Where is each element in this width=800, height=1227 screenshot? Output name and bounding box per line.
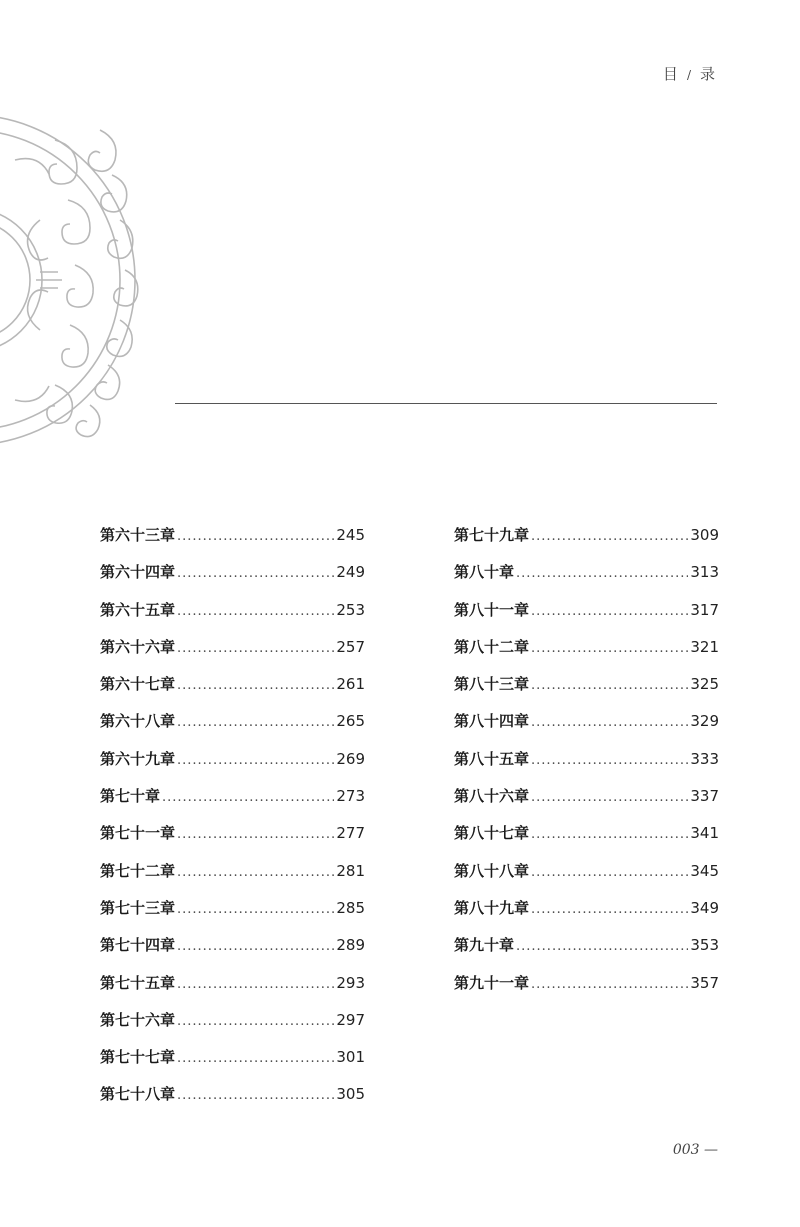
toc-entry[interactable] <box>100 972 365 1009</box>
toc-entry-page: 313 <box>690 563 719 582</box>
toc-entry-title: 第六十三章 <box>100 526 176 544</box>
toc-entry[interactable] <box>454 561 719 598</box>
page-number-dash: — <box>704 1142 718 1158</box>
toc-leader-dots <box>177 1051 334 1066</box>
toc-entry-title: 第八十七章 <box>454 824 530 843</box>
toc-entry-title: 第九十章 <box>454 936 515 955</box>
toc-entry-title: 第八十章 <box>454 563 515 582</box>
toc-entry[interactable] <box>454 599 719 636</box>
toc-leader-dots <box>177 566 334 581</box>
toc-entry-page: 345 <box>690 861 719 880</box>
toc-entry-page: 245 <box>336 526 365 544</box>
toc-entry-title: 第七十一章 <box>100 824 176 843</box>
toc-entry[interactable] <box>454 748 719 785</box>
toc-entry-title: 第八十一章 <box>454 600 530 619</box>
toc-leader-dots <box>516 566 688 581</box>
toc-entry-page: 293 <box>336 973 365 992</box>
toc-entry[interactable] <box>454 860 719 897</box>
toc-entry-title: 第八十八章 <box>454 861 530 880</box>
toc-column-right <box>454 524 719 1009</box>
toc-entry[interactable] <box>100 636 365 673</box>
toc-entry[interactable] <box>100 673 365 710</box>
toc-leader-dots <box>531 865 688 880</box>
toc-entry[interactable] <box>100 599 365 636</box>
toc-leader-dots <box>531 529 688 544</box>
running-head-separator: / <box>686 68 692 82</box>
toc-entry[interactable] <box>100 710 365 747</box>
toc-entry-title: 第八十五章 <box>454 749 530 768</box>
toc-entry-title: 第七十五章 <box>100 973 176 992</box>
toc-entry-page: 281 <box>336 861 365 880</box>
toc-entry-page: 273 <box>336 787 365 806</box>
toc-entry-page: 309 <box>690 526 719 544</box>
toc-entry-title: 第六十五章 <box>100 600 176 619</box>
toc-entry-title: 第六十六章 <box>100 637 176 656</box>
toc-leader-dots <box>177 1014 334 1029</box>
toc-leader-dots <box>531 827 688 842</box>
toc-entry[interactable] <box>454 524 719 561</box>
toc-leader-dots <box>531 678 688 693</box>
toc-entry-page: 337 <box>690 787 719 806</box>
toc-entry-page: 297 <box>336 1010 365 1029</box>
toc-entry-page: 333 <box>690 749 719 768</box>
toc-entry-page: 253 <box>336 600 365 619</box>
toc-leader-dots <box>531 715 688 730</box>
header-divider <box>175 403 717 404</box>
toc-entry[interactable] <box>454 897 719 934</box>
toc-entry-page: 305 <box>336 1085 365 1104</box>
toc-entry-page: 289 <box>336 936 365 955</box>
toc-entry-page: 301 <box>336 1048 365 1067</box>
toc-entry-page: 357 <box>690 973 719 992</box>
toc-leader-dots <box>531 641 688 656</box>
toc-entry-title: 第七十八章 <box>100 1085 176 1104</box>
toc-leader-dots <box>162 790 334 805</box>
toc-leader-dots <box>531 902 688 917</box>
toc-leader-dots <box>531 790 688 805</box>
toc-entry-page: 261 <box>336 675 365 694</box>
running-head-right: 录 <box>699 65 716 83</box>
toc-leader-dots <box>177 715 334 730</box>
page-number-value: 003 <box>672 1142 700 1158</box>
toc-entry-title: 第八十九章 <box>454 898 530 917</box>
toc-entry[interactable] <box>100 785 365 822</box>
toc-leader-dots <box>177 529 334 544</box>
toc-entry-page: 341 <box>690 824 719 843</box>
toc-entry-page: 277 <box>336 824 365 843</box>
toc-leader-dots <box>531 977 688 992</box>
toc-entry-title: 第七十章 <box>100 787 161 806</box>
page-number <box>673 1142 718 1158</box>
toc-leader-dots <box>531 753 688 768</box>
cloud-scroll-medallion-icon <box>0 100 140 460</box>
toc-leader-dots <box>177 1088 334 1103</box>
toc-leader-dots <box>177 641 334 656</box>
toc-leader-dots <box>177 865 334 880</box>
toc-entry-title: 第七十二章 <box>100 861 176 880</box>
toc-entry-page: 349 <box>690 898 719 917</box>
toc-leader-dots <box>177 678 334 693</box>
toc-entry-title: 第八十三章 <box>454 675 530 694</box>
toc-entry-title: 第七十七章 <box>100 1048 176 1067</box>
toc-entry-page: 249 <box>336 563 365 582</box>
toc-entry[interactable] <box>454 710 719 747</box>
toc-leader-dots <box>177 939 334 954</box>
toc-leader-dots <box>177 827 334 842</box>
toc-entry-page: 353 <box>690 936 719 955</box>
toc-leader-dots <box>516 939 688 954</box>
toc-entry[interactable] <box>454 785 719 822</box>
toc-leader-dots <box>177 753 334 768</box>
toc-entry[interactable] <box>454 972 719 1009</box>
toc-entry[interactable] <box>100 524 365 561</box>
toc-entry-title: 第七十三章 <box>100 898 176 917</box>
toc-entry-title: 第九十一章 <box>454 973 530 992</box>
toc-entry-title: 第七十六章 <box>100 1010 176 1029</box>
toc-entry-page: 269 <box>336 749 365 768</box>
running-head-left: 目 <box>662 65 679 83</box>
toc-entry-page: 321 <box>690 637 719 656</box>
toc-entry-page: 285 <box>336 898 365 917</box>
toc-entry-title: 第六十七章 <box>100 675 176 694</box>
toc-entry-title: 第六十八章 <box>100 712 176 731</box>
toc-entry-page: 265 <box>336 712 365 731</box>
toc-entry[interactable] <box>100 897 365 934</box>
toc-entry-title: 第八十六章 <box>454 787 530 806</box>
toc-entry[interactable] <box>100 1083 365 1120</box>
toc-entry-title: 第七十四章 <box>100 936 176 955</box>
toc-entry[interactable] <box>100 934 365 971</box>
toc-entry[interactable] <box>100 822 365 859</box>
toc-entry-title: 第六十九章 <box>100 749 176 768</box>
toc-entry-page: 257 <box>336 637 365 656</box>
toc-leader-dots <box>177 977 334 992</box>
toc-entry[interactable] <box>100 860 365 897</box>
toc-entry[interactable] <box>454 934 719 971</box>
toc-entry[interactable] <box>454 673 719 710</box>
running-head <box>663 63 716 84</box>
toc-leader-dots <box>531 604 688 619</box>
toc-leader-dots <box>177 604 334 619</box>
toc-entry-title: 第八十二章 <box>454 637 530 656</box>
toc-column-left <box>100 524 365 1121</box>
toc-entry[interactable] <box>454 822 719 859</box>
toc-entry-title: 第六十四章 <box>100 563 176 582</box>
toc-entry-title: 第七十九章 <box>454 526 530 544</box>
toc-entry-page: 329 <box>690 712 719 731</box>
toc-leader-dots <box>177 902 334 917</box>
toc-entry[interactable] <box>454 636 719 673</box>
toc-entry-page: 325 <box>690 675 719 694</box>
toc-entry[interactable] <box>100 561 365 598</box>
toc-entry-title: 第八十四章 <box>454 712 530 731</box>
toc-entry-page: 317 <box>690 600 719 619</box>
toc-entry[interactable] <box>100 1046 365 1083</box>
toc-entry[interactable] <box>100 748 365 785</box>
toc-entry[interactable] <box>100 1009 365 1046</box>
